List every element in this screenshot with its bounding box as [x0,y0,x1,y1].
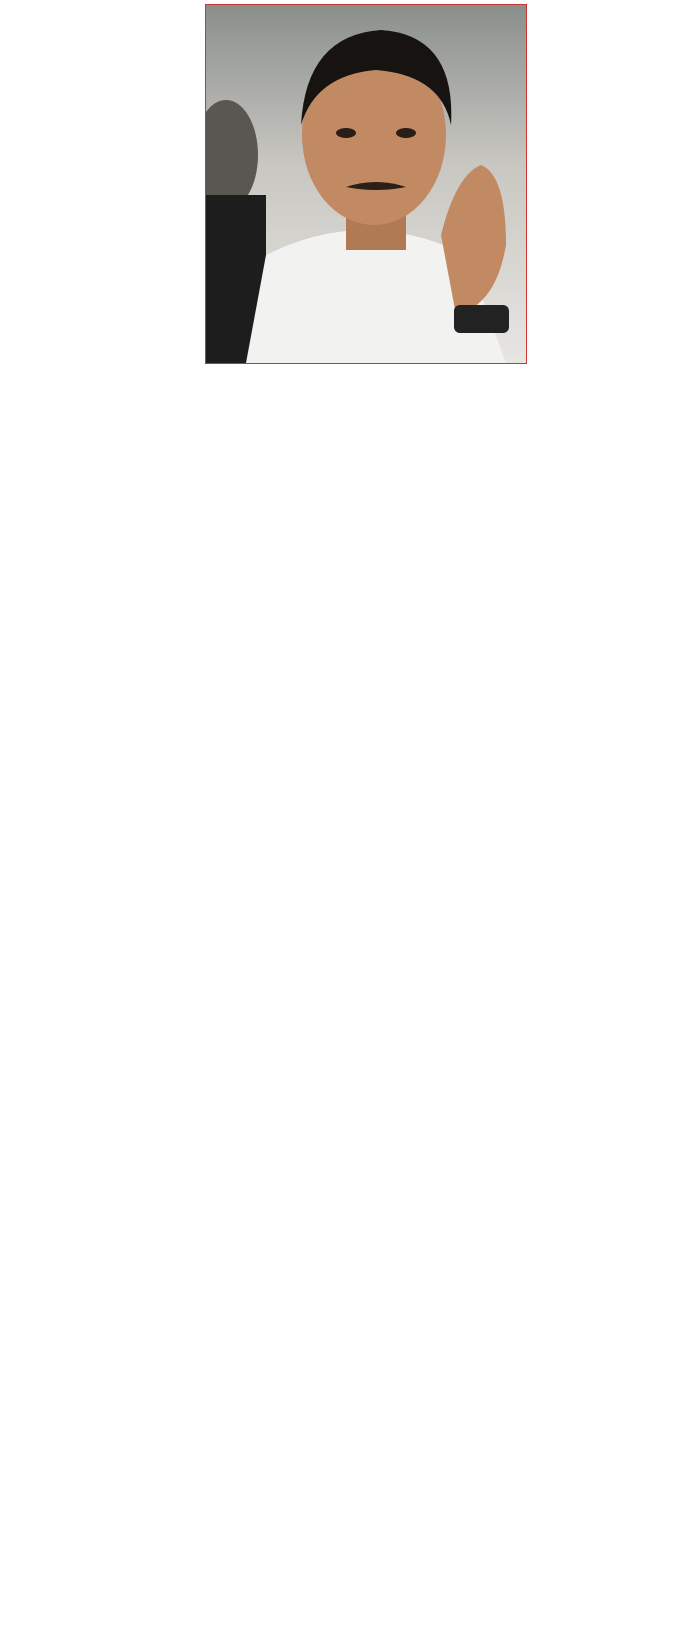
article-photo [205,4,527,364]
